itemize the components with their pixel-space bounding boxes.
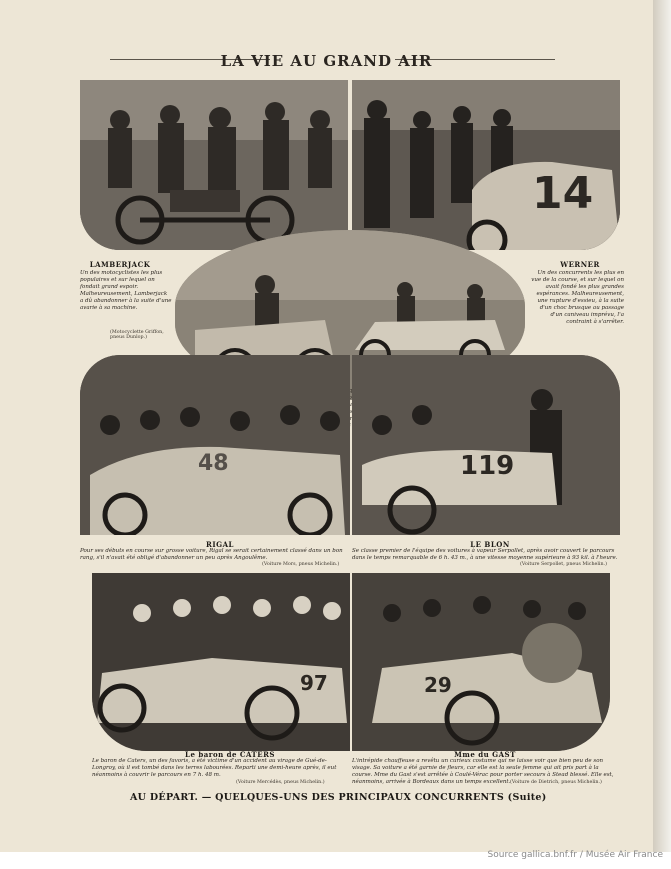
photo-caters-image [92,573,350,751]
page-footer-title: AU DÉPART. — QUELQUES-UNS DES PRINCIPAUX CONCURRENTS (Suite) [130,792,547,803]
photo-caters-name: Le baron de CATERS [185,750,275,759]
photo-le-blon-caption: Se classe premier de l'équipe des voitures à vapeur Serpollet, après avoir couvert le parcours dans le temps remarquable de 6 h. 43 m., à une vitesse moyenne supérieure à 93 kil. à l'heure. [352,548,618,561]
photo-le-blon-image [352,355,620,535]
page-spine [653,0,671,852]
photo-le-blon-credit: (Voiture Serpollet, pneus Michelin.) [520,562,607,567]
source-attribution: Source gallica.bnf.fr / Musée Air France [487,850,663,860]
photo-werner-caption: Un des concurrents les plus en vue de la course, et sur lequel on avait fondé les plus grandes espérances. Malheureusement, une rupture d'essieu, à la suite d'un choc brusque au passage d'un caniveau imprévu, l'a contraint à s'arrêter. [531,270,624,325]
photo-lamberjack-name: LAMBERJACK [89,260,151,269]
photo-rigal-image [80,355,350,535]
photo-lamberjack-credit: (Motocyclette Griffon, pneus Dunlop.) [110,330,164,340]
photo-werner-name: WERNER [560,260,600,269]
photo-rigal-caption: Pour ses débuts en course sur grosse voiture, Rigal se serait certainement classé dans un bon rang, s'il n'avait été obligé d'abandonner un peu après Angoulême. [80,548,343,561]
photo-du-gast-credit: (Voiture de Dietrich, pneus Michelin.) [510,780,602,785]
photo-werner-car-number: 14 [532,168,594,219]
photo-caters-credit: (Voiture Mercédès, pneus Michelin.) [236,780,325,785]
photo-lamberjack-caption: Un des motocyclistes les plus populaires et sur lequel on fondait grand espoir. Malheureusement, Lamberjack a dû abandonner à la suite d'une avarie à sa machine. [80,270,172,311]
photo-le-blon-name: LE BLON [470,540,510,549]
photo-du-gast-caption: L'intrépide chauffeuse a revêtu un curieux costume qui ne laisse voir que bien peu de son visage. Sa voiture a été garnie de fleurs, car elle est la seule femme qui ait pris part à la course. Mme du Gast s'est arrêtée à Coulé-Vérac pour porter secours à Stead blessé. Elle est, néanmoins, arrivée à Bordeaux dans un temps excellent. [352,758,614,785]
photo-le-blon-car-number: 119 [460,451,515,481]
photo-rigal-name: RIGAL [206,540,234,549]
masthead: LA VIE AU GRAND AIR [220,52,433,70]
photo-caters-caption: Le baron de Caters, un des favoris, a été victime d'un accident au virage de Gué-de-Longroy, où il est tombé dans les terres labourées. Reparti une demi-heure après, il eut néanmoins à couvrir le parcours en 7 h. 48 m. [92,758,337,778]
photo-lamberjack-image [80,80,348,250]
photo-le-blon [352,355,620,535]
photo-rigal-credit: (Voiture Mors, pneus Michelin.) [262,562,340,567]
photo-du-gast-image [352,573,610,751]
photo-werner-image [352,80,620,250]
photo-rigal [80,355,350,535]
photo-caters [92,573,350,751]
photo-du-gast [352,573,610,751]
photo-du-gast-name: Mme du GAST [454,750,516,759]
photo-lamberjack [80,80,348,250]
photo-du-gast-car-number: 29 [424,673,452,697]
photo-rigal-car-number: 48 [198,451,229,476]
photo-caters-car-number: 97 [300,671,328,695]
photo-werner [352,80,620,250]
